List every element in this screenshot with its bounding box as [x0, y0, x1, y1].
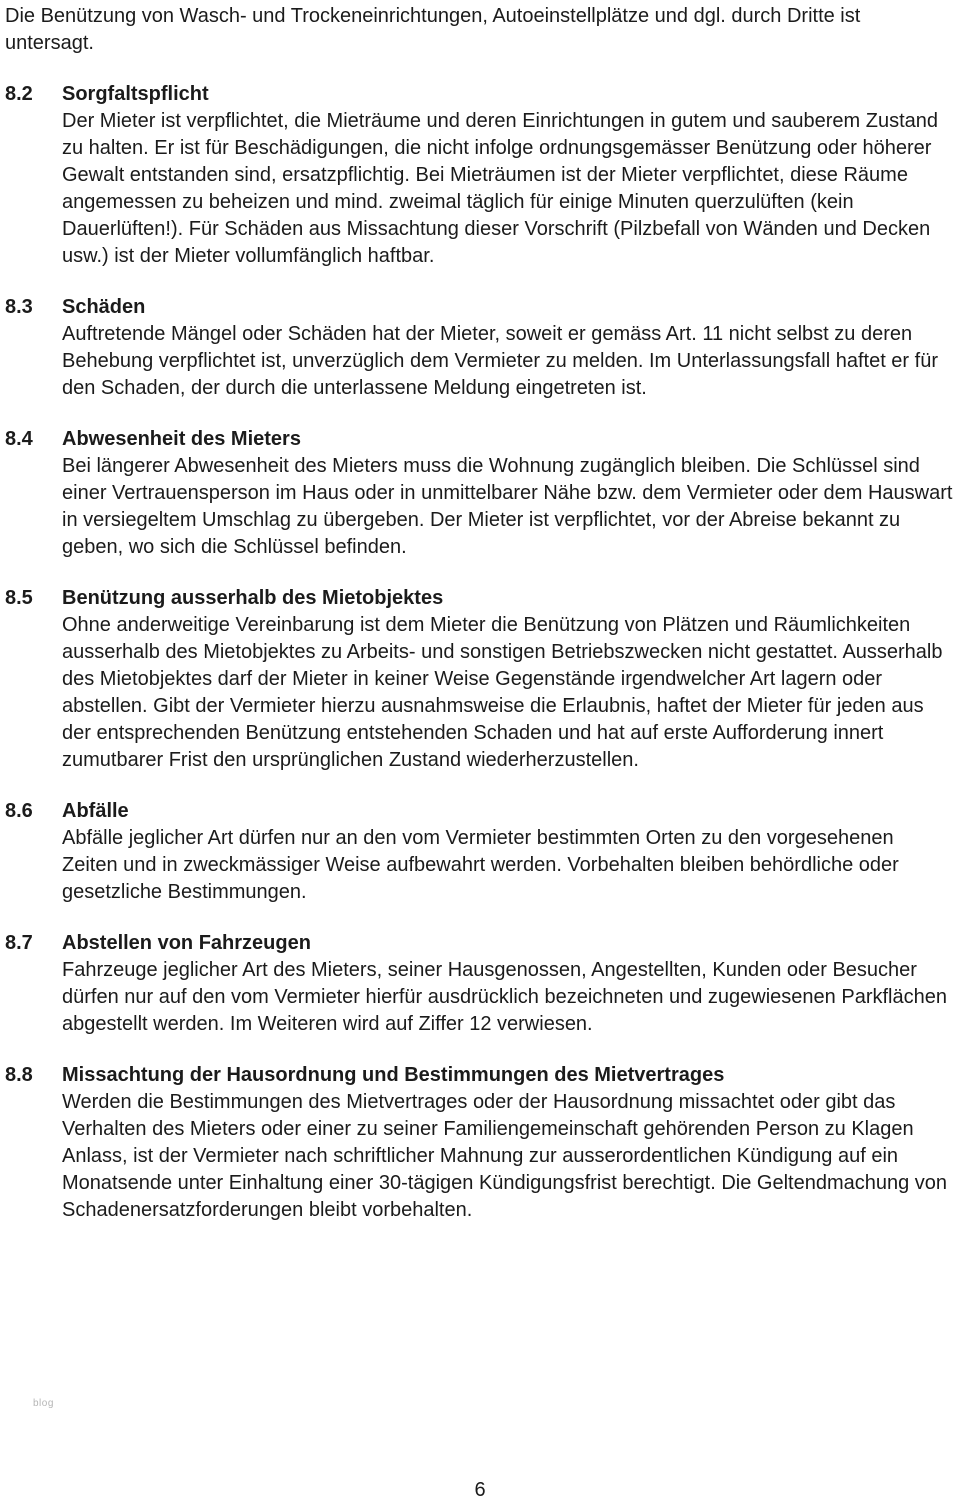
section-body: Fahrzeuge jeglicher Art des Mieters, seiner Hausgenossen, Angestellten, Kunden oder Besucher dürfen nur auf den vom Vermieter hierfür ausdrücklich bezeichneten und zugewiesenen Parkflächen abgestellt werden. Im Weiteren wird auf Ziffer 12 verwiesen.	[62, 959, 947, 1035]
section-content	[62, 798, 954, 906]
section-body: Bei längerer Abwesenheit des Mieters muss die Wohnung zugänglich bleiben. Die Schlüssel sind einer Vertrauensperson im Haus oder in unmittelbarer Nähe bzw. dem Vermieter oder dem Hauswart in versiegeltem Umschlag zu übergeben. Der Mieter ist verpflichtet, vor der Abreise bekannt zu geben, wo sich die Schlüssel befinden.	[62, 455, 953, 558]
section-number: 8.2	[5, 83, 33, 105]
section-content	[62, 81, 954, 270]
section-content	[62, 294, 954, 402]
page-number: 6	[474, 1479, 486, 1501]
section-body: Auftretende Mängel oder Schäden hat der Mieter, soweit er gemäss Art. 11 nicht selbst zu deren Behebung verpflichtet ist, unverzüglich dem Vermieter zu melden. Im Unterlassungsfall haftet er für den Schaden, der durch die unterlassene Meldung eingetreten ist.	[62, 323, 938, 399]
section-content	[62, 585, 954, 774]
section-number: 8.7	[5, 932, 33, 954]
section-number: 8.6	[5, 800, 33, 822]
section-content	[62, 1062, 954, 1224]
section-number: 8.8	[5, 1064, 33, 1086]
section-content	[62, 930, 954, 1038]
section-title: Sorgfaltspflicht	[62, 83, 209, 105]
section-body: Der Mieter ist verpflichtet, die Mieträume und deren Einrichtungen in gutem und sauberem Zustand zu halten. Er ist für Beschädigungen, die nicht infolge ordnungsgemässer Benützung oder höherer Gewalt entstanden sind, ersatzpflichtig. Bei Mieträumen ist der Mieter verpflichtet, diese Räume angemessen zu beheizen und mind. zweimal täglich für einige Minuten querzulüften (kein Dauerlüften!). Für Schäden aus Missachtung dieser Vorschrift (Pilzbefall von Wänden und Decken usw.) ist der Mieter vollumfänglich haftbar.	[62, 110, 939, 267]
section-number: 8.3	[5, 296, 33, 318]
section-title: Missachtung der Hausordnung und Bestimmungen des Mietvertrages	[62, 1064, 725, 1086]
section-8-5	[5, 585, 954, 774]
section-8-3	[5, 294, 954, 402]
section-8-6	[5, 798, 954, 906]
section-body: Werden die Bestimmungen des Mietvertrages oder der Hausordnung missachtet oder gibt das Verhalten des Mieters oder einer zu seiner Familiengemeinschaft gehörenden Person zu Klagen Anlass, ist der Vermieter nach schriftlicher Mahnung zur ausserordentlichen Kündigung auf ein Monatsende unter Einhaltung einer 30-tägigen Kündigungsfrist berechtigt. Die Geltendmachung von Schadenersatzforderungen bleibt vorbehalten.	[62, 1091, 948, 1221]
continuation-paragraph: Die Benützung von Wasch- und Trockeneinrichtungen, Autoeinstellplätze und dgl. durch Dritte ist untersagt.	[5, 5, 861, 54]
section-8-2	[5, 81, 954, 270]
section-title: Abfälle	[62, 800, 129, 822]
section-8-4	[5, 426, 954, 561]
section-title: Benützung ausserhalb des Mietobjektes	[62, 587, 444, 609]
section-number: 8.4	[5, 428, 33, 450]
section-body: Ohne anderweitige Vereinbarung ist dem Mieter die Benützung von Plätzen und Räumlichkeiten ausserhalb des Mietobjektes zu Arbeits- und sonstigen Betriebszwecken nicht gestattet. Ausserhalb des Mietobjektes darf der Mieter in keiner Weise Gegenstände irgendwelcher Art lagern oder abstellen. Gibt der Vermieter hierzu ausnahmsweise die Erlaubnis, haftet der Mieter für jeden aus der entsprechenden Benützung entstehenden Schaden und hat auf erste Aufforderung innert zumutbarer Frist den ursprünglichen Zustand wiederherzustellen.	[62, 614, 943, 771]
section-body: Abfälle jeglicher Art dürfen nur an den vom Vermieter bestimmten Orten zu den vorgesehenen Zeiten und in zweckmässiger Weise aufbewahrt werden. Vorbehalten bleiben behördliche oder gesetzliche Bestimmungen.	[62, 827, 899, 903]
section-number: 8.5	[5, 587, 33, 609]
section-title: Abwesenheit des Mieters	[62, 428, 301, 450]
section-title: Abstellen von Fahrzeugen	[62, 932, 311, 954]
watermark: blog	[33, 1398, 54, 1409]
section-title: Schäden	[62, 296, 146, 318]
section-8-7	[5, 930, 954, 1038]
section-8-8	[5, 1062, 954, 1224]
section-content	[62, 426, 954, 561]
